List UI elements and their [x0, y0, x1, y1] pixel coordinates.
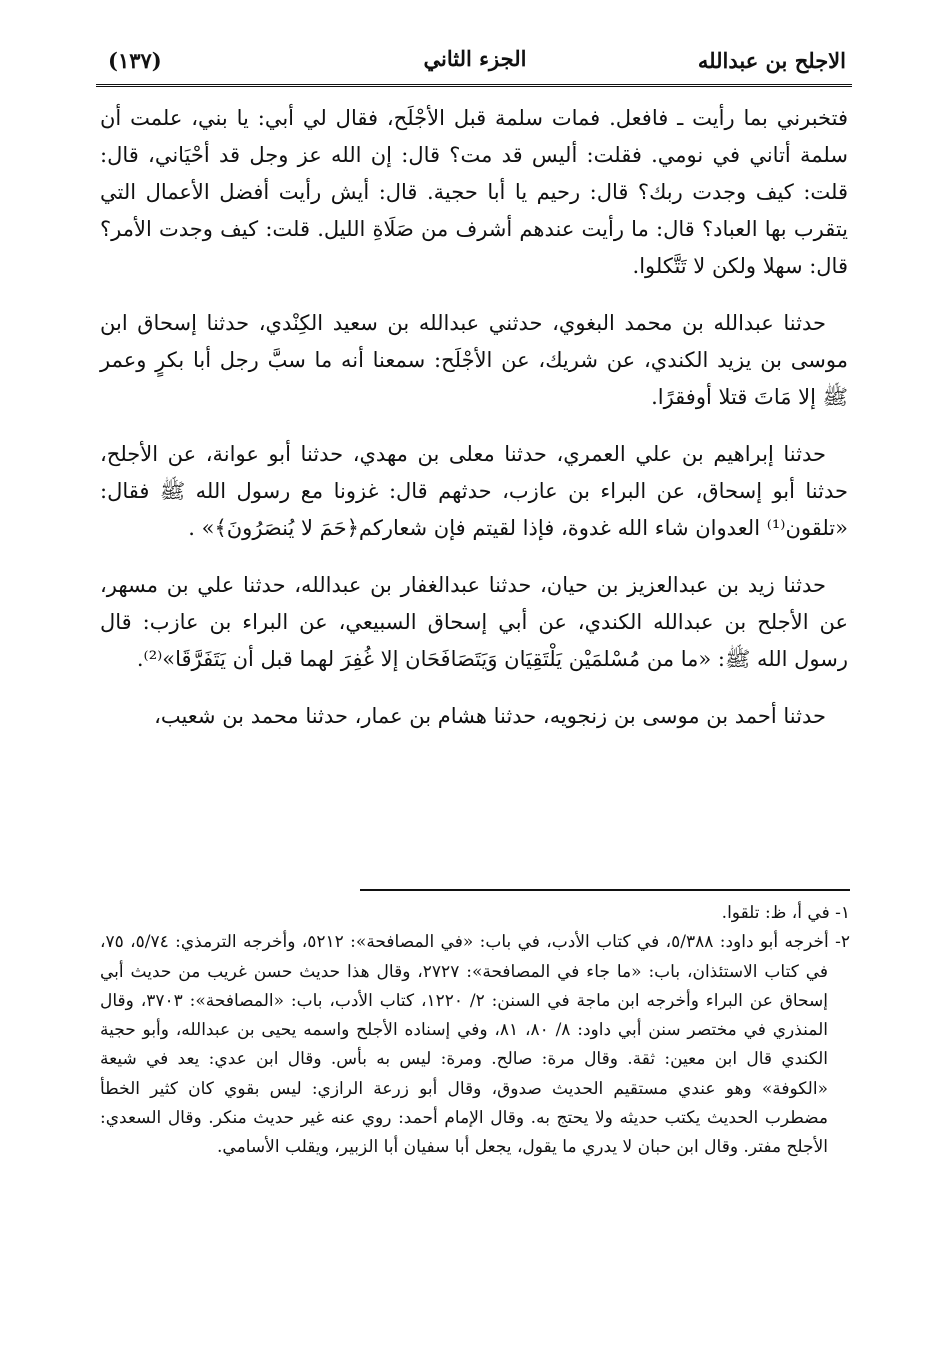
footnote: ١- في أ، ظ: تلقوا. [721, 903, 850, 923]
running-header [100, 34, 850, 80]
main-text [100, 100, 848, 755]
paragraph: حدثنا عبدالله بن محمد البغوي، حدثني عبدالله بن سعيد الكِنْدي، حدثنا إسحاق ابن موسى بن يزيد الكندي، عن شريك، عن الأجْلَح: سمعنا أنه ما سبَّ رجل أبا بكرٍ وعمر ﷺ إلا مَاتَ قتلا أوفقرًا. [100, 311, 848, 409]
paragraph: حدثنا زيد بن عبدالعزيز بن حيان، حدثنا عبدالغفار بن عبدالله، حدثنا علي بن مسهر، عن الأجلح بن عبدالله الكندي، عن أبي إسحاق السبيعي، عن البراء بن عازب: قال رسول الله ﷺ: «ما من مُسْلمَيْن يَلْتَقِيَان وَيَتَصَافَحَان إلا غُفِرَ لهما قبل أن يَتَفَرَّقَا»⁽²⁾. [100, 573, 848, 671]
footnote-separator [360, 889, 850, 891]
footnote: ٢- أخرجه أبو داود: ٥/٣٨٨، في كتاب الأدب، في باب: «في المصافحة»: ٥٢١٢، وأخرجه الترمذي: ٥/٧٤، ٧٥، في كتاب الاستئذان، باب: «ما جاء في المصافحة»: ٢٧٢٧، وقال هذا حديث حسن غريب من حديث أبي إسحاق عن البراء وأخرجه ابن ماجة في السنن: ٢/ ١٢٢٠، كتاب الأدب، باب: «المصافحة»: ٣٧٠٣، وقال المنذري في مختصر سنن أبي داود: ٨/ ٨٠، ٨١، وفي إسناده الأجلح واسمه يحيى بن عبدالله، وأبو حجية الكندي قال ابن معين: ثقة. وقال مرة: صالح. ومرة: ليس به بأس. وقال ابن عدي: يعد في شيعة «الكوفة» وهو عندي مستقيم الحديث صدوق، وقال أبو زرعة الرازي: ليس بقوي كان كثير الخطأ مضطرب الحديث يكتب حديثه ولا يحتج به. وقال الإمام أحمد: روي عنه غير حديث منكر. وقال السعدي: الأجلح مفتر. وقال ابن حبان لا يدري ما يقول، يجعل أبا سفيان أبا الزبير، ويقلب الأسامي. [100, 932, 851, 1158]
part-title: الجزء الثاني [423, 46, 527, 71]
chapter-title: الاجلح بن عبدالله [697, 48, 846, 73]
page-number: (١٣٧) [108, 48, 162, 73]
header-rule [96, 84, 852, 87]
paragraph: حدثنا أحمد بن موسى بن زنجويه، حدثنا هشام بن عمار، حدثنا محمد بن شعيب، [154, 704, 826, 728]
paragraph: حدثنا إبراهيم بن علي العمري، حدثنا معلى بن مهدي، حدثنا أبو عوانة، عن الأجلح، حدثنا أبو إسحاق، عن البراء بن عازب، حدثهم قال: غزونا مع رسول الله ﷺ فقال: «تلقون⁽¹⁾ العدوان شاء الله غدوة، فإذا لقيتم فإن شعاركم﴿حَمَ لا يُنصَرُونَ﴾» . [100, 442, 848, 540]
footnotes [100, 899, 850, 1163]
paragraph: فتخبرني بما رأيت ـ فافعل. فمات سلمة قبل الأجْلَح، فقال لي أبي: يا بني، علمت أن سلمة أتاني في نومي. فقلت: أليس قد مت؟ قال: إن الله عز وجل قد أحْيَاني، قال: قلت: كيف وجدت ربك؟ قال: رحيم يا أبا حجية. قال: أيش رأيت أفضل الأعمال التي يتقرب بها العباد؟ قال: ما رأيت عندهم أشرف من صَلَاةِ الليل. قلت: كيف وجدت الأمر؟ قال: سهلا ولكن لا تَتَّكلوا. [100, 106, 848, 278]
